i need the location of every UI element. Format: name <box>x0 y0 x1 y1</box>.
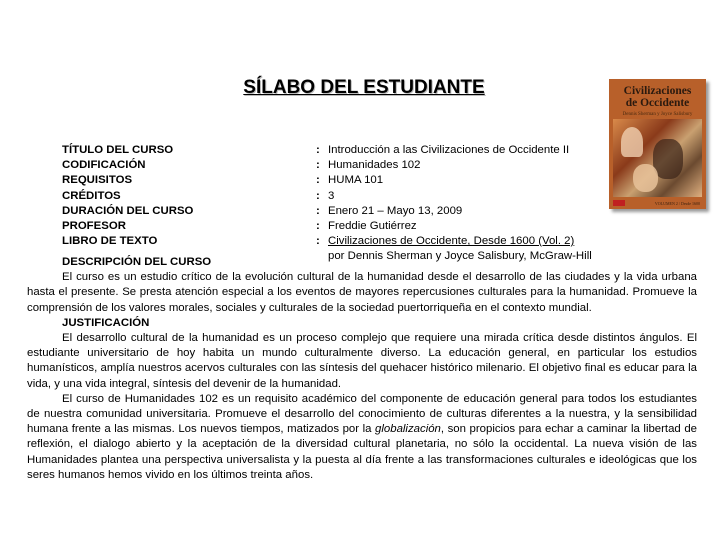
info-row-code: CODIFICACIÓN : Humanidades 102 <box>62 158 592 173</box>
info-label: CRÉDITOS <box>62 189 121 202</box>
info-row-title: TÍTULO DEL CURSO : Introducción a las Civilizaciones de Occidente II <box>62 143 592 158</box>
justification-paragraph-1: El desarrollo cultural de la humanidad es un proceso complejo que requiere una mirada crítica desde distintos ángulos. El estudiante universitario de hoy habita un mundo culturalmente diverso. La educación general, en particular los estudios humanísticos, amplía nuestros acervos culturales con las síntesis del quehacer histórico milenario. El objetivo final es educar para la vida, y una vida integral, síntesis del devenir de la humanidad. <box>27 332 697 390</box>
info-label: CODIFICACIÓN <box>62 159 146 172</box>
info-value: 3 <box>328 189 335 202</box>
info-value: Enero 21 – Mayo 13, 2009 <box>328 204 463 217</box>
syllabus-body <box>27 255 697 483</box>
book-cover-artwork <box>613 119 702 197</box>
info-value: Freddie Gutiérrez <box>328 219 417 232</box>
section-heading-justification: JUSTIFICACIÓN <box>62 316 150 329</box>
textbook-authors: por Dennis Sherman y Joyce Salisbury, McGraw-Hill <box>328 250 592 263</box>
book-cover-footer: VOLUMEN 2 / Desde 1600 <box>654 201 700 206</box>
info-row-requirements: REQUISITOS : HUMA 101 <box>62 173 592 188</box>
info-row-credits: CRÉDITOS : 3 <box>62 189 592 204</box>
info-label: REQUISITOS <box>62 174 133 187</box>
info-label: DURACIÓN DEL CURSO <box>62 204 194 217</box>
info-value: HUMA 101 <box>328 174 384 187</box>
course-info-table <box>62 143 592 265</box>
info-row-duration: DURACIÓN DEL CURSO : Enero 21 – Mayo 13, 2009 <box>62 204 592 219</box>
info-row-textbook: LIBRO DE TEXTO : Civilizaciones de Occidente, Desde 1600 (Vol. 2) <box>62 234 592 249</box>
info-value: Humanidades 102 <box>328 159 421 172</box>
publisher-logo <box>613 200 625 206</box>
book-cover-image <box>609 79 706 209</box>
page-title: SÍLABO DEL ESTUDIANTE <box>243 77 485 98</box>
globalizacion-emphasis: globalización <box>375 423 441 436</box>
info-row-professor: PROFESOR : Freddie Gutiérrez <box>62 219 592 234</box>
section-heading-description: DESCRIPCIÓN DEL CURSO <box>62 256 212 268</box>
description-paragraph: El curso es un estudio crítico de la evolución cultural de la humanidad desde el desarrollo de las ciudades y la vida urbana hasta el presente. Se presta atención especial a los eventos de mayores repercusiones culturales para la humanidad. Promueve la comprensión de los valores morales, sociales y culturales de la sociedad puertorriqueña en el contexto mundial. <box>27 271 697 314</box>
info-label: LIBRO DE TEXTO <box>62 235 158 248</box>
info-label: TÍTULO DEL CURSO <box>62 144 174 156</box>
textbook-link[interactable]: Civilizaciones de Occidente, Desde 1600 (Vol. 2) <box>328 235 575 248</box>
info-label: PROFESOR <box>62 219 126 232</box>
justification-paragraph-2: El curso de Humanidades 102 es un requisito académico del componente de educación general para todos los estudiantes de nuestra comunidad universitaria. Promueve el desarrollo del conocimiento de culturas diferentes a la nuestra, y la sensibilidad humana frente a las mismas. Los nuevos tiempos, matizados por la globalización, son propicios para echar a caminar la libertad de reflexión, el dialogo abierto y la aceptación de la diversidad cultural planetaria, no sólo la occidental. La nueva visión de las Humanidades plantea una perspectiva universalista y la puesta al día frente a las transformaciones culturales e ideológicas que los seres humanos hemos vivido en los últimos treinta años. <box>27 392 697 481</box>
book-cover-authors: Dennis Sherman y Joyce Salisbury <box>622 112 693 117</box>
info-value: Introducción a las Civilizaciones de Occidente II <box>328 144 570 156</box>
book-cover-title: Civilizaciones de Occidente <box>623 85 692 109</box>
